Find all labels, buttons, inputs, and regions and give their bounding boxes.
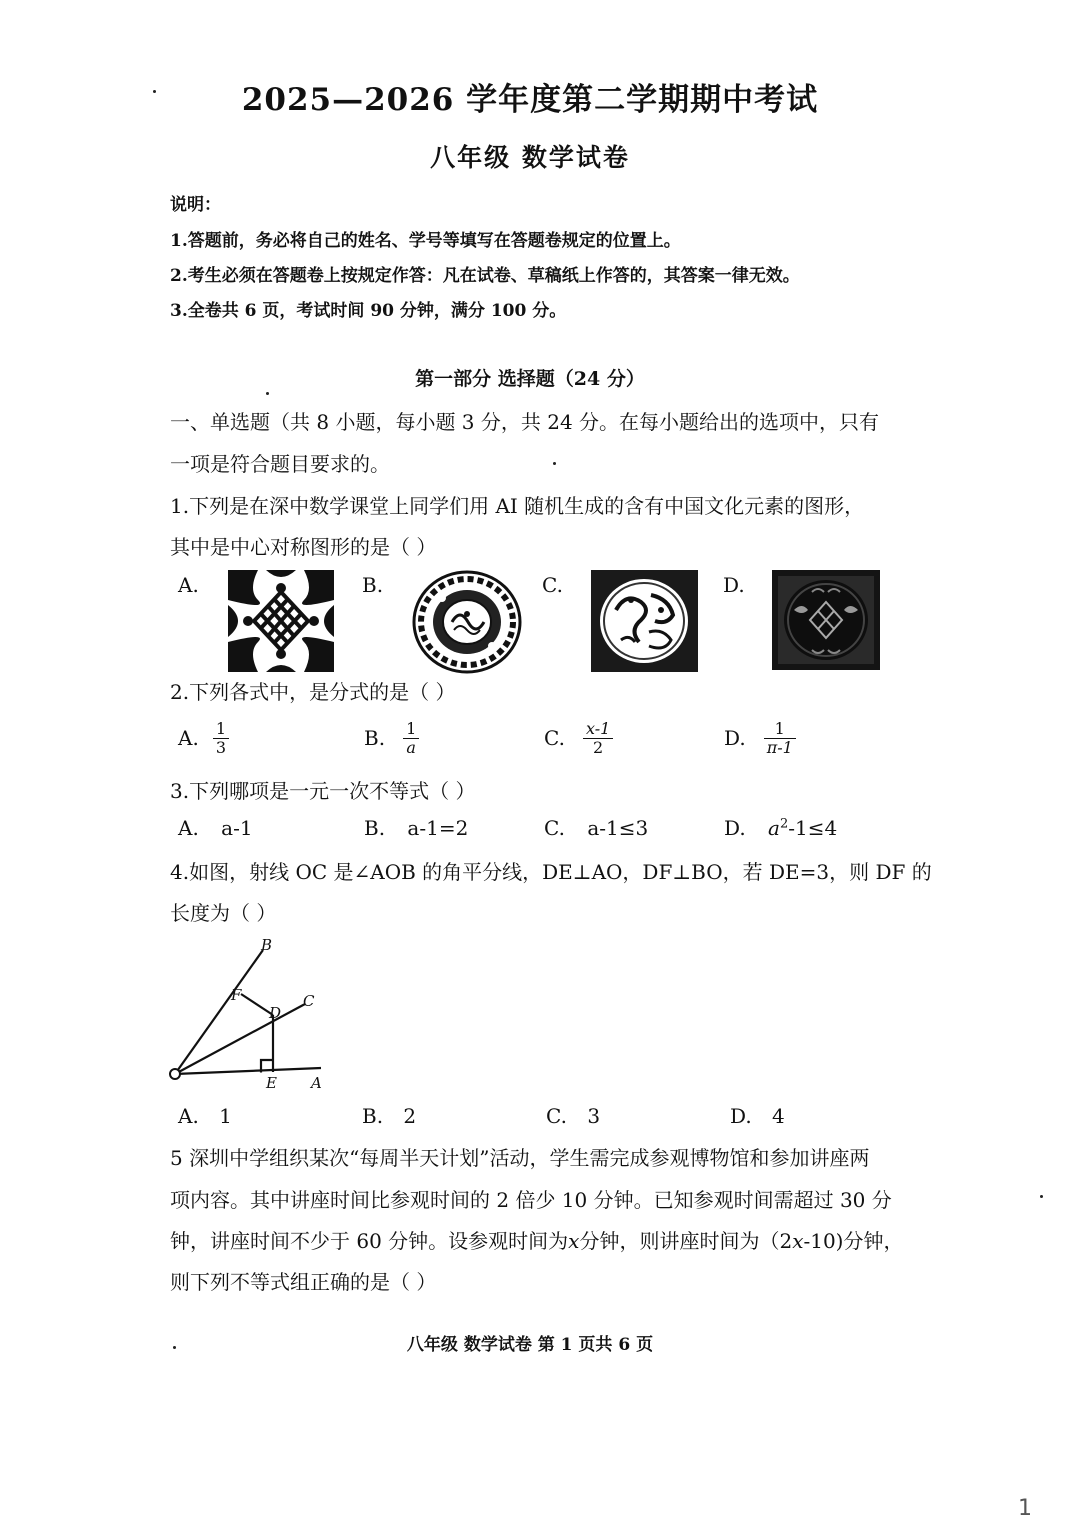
dragon-medallion-icon [412,570,522,674]
chinese-knot-pattern-icon [228,570,334,672]
section-instructions-cont: 一项是符合题目要求的。 [170,452,390,476]
numerator: x-1 [583,720,613,739]
q3-option-b [364,816,468,840]
q4-option-c-value: 3 [587,1104,601,1128]
q2-option-c [544,714,613,762]
q4-option-d [730,1104,785,1128]
q4-option-d-label: D. [730,1104,752,1128]
q1-option-c-image [591,570,698,672]
dragon-phoenix-plate-icon [591,570,698,672]
q3-option-d [724,816,837,840]
q3-option-a-label: A. [178,816,199,840]
q4-option-b-value: 2 [403,1104,417,1128]
q5-stem-cont: 项内容。其中讲座时间比参观时间的 2 倍少 10 分钟。已知参观时间需超过 30 分 [170,1188,892,1212]
q5-variable-x: x [568,1229,580,1253]
q5-text-part: 分钟，则讲座时间为（2 [579,1229,793,1253]
page-footer: 八年级 数学试卷 第 1 页共 6 页 [406,1335,654,1355]
q2-fraction-c [583,720,613,757]
note-item: 3.全卷共 6 页，考试时间 90 分钟，满分 100 分。 [170,301,567,321]
q4-option-a-value: 1 [219,1104,232,1128]
q5-text-part: -10)分钟， [803,1229,904,1253]
q4-option-c-label: C. [546,1104,567,1128]
exam-title: 2025—2026 学年度第二学期期中考试 [241,82,819,118]
q1-option-c-label: C. [542,573,563,597]
exam-subtitle: 八年级 数学试卷 [430,143,630,172]
q2-option-a [178,714,229,762]
note-item: 2.考生必须在答题卷上按规定作答：凡在试卷、草稿纸上作答的，其答案一律无效。 [170,266,800,286]
q4-option-a-label: A. [178,1104,199,1128]
q1-option-d-label: D. [723,573,745,597]
q1-option-d-image [772,570,880,670]
q4-stem-cont: 长度为（ ） [170,901,277,925]
q1-option-b-image [412,570,522,674]
q4-option-a [178,1104,232,1128]
q1-option-b-label: B. [362,573,384,597]
q2-fraction-a [213,720,229,757]
q3-option-d-rest: -1≤4 [788,816,838,840]
q2-option-d-label: D. [724,726,746,750]
q2-option-b-label: B. [364,726,386,750]
q2-fraction-d [764,720,796,757]
section-instructions: 一、单选题（共 8 小题，每小题 3 分，共 24 分。在每小题给出的选项中，只有 [170,410,880,434]
q1-option-a-label: A. [178,573,199,597]
q3-option-d-label: D. [724,816,746,840]
q5-variable-x: x [792,1229,804,1253]
denominator: a [406,737,416,757]
page-number: 1 [1018,1496,1032,1521]
q3-option-b-expr: a-1=2 [407,816,469,840]
q4-stem: 4.如图，射线 OC 是∠AOB 的角平分线，DE⊥AO，DF⊥BO，若 DE=3，则 DF 的 [170,860,932,884]
q3-option-c [544,816,648,840]
q5-stem: 5 深圳中学组织某次“每周半天计划”活动，学生需完成参观博物馆和参加讲座两 [170,1146,870,1170]
q5-stem-cont3: 则下列不等式组正确的是（ ） [170,1270,437,1294]
q4-option-d-value: 4 [772,1104,785,1128]
label-b: B [261,936,273,954]
numerator: 1 [764,720,796,739]
q3-option-a-expr: a-1 [221,816,253,840]
q4-option-b [362,1104,416,1128]
q1-option-a-image [228,570,334,672]
q2-option-a-label: A. [178,726,199,750]
knot-tile-icon [772,570,880,670]
q5-text-part: 钟，讲座时间不少于 60 分钟。设参观时间为 [170,1229,569,1253]
label-d: D [269,1004,282,1022]
q3-option-b-label: B. [364,816,386,840]
q3-option-c-label: C. [544,816,565,840]
denominator: π-1 [766,737,793,757]
q3-stem: 3.下列哪项是一元一次不等式（ ） [170,779,476,803]
q3-option-d-exponent: 2 [779,816,789,832]
q2-option-d [724,714,796,762]
numerator: 1 [213,720,229,739]
q4-option-c [546,1104,600,1128]
q2-stem: 2.下列各式中，是分式的是（ ） [170,680,456,704]
label-e: E [266,1074,277,1092]
q3-option-d-base: a [768,816,780,840]
note-item: 1.答题前，务必将自己的姓名、学号等填写在答题卷规定的位置上。 [170,231,681,251]
q2-option-b [364,714,419,762]
q4-option-b-label: B. [362,1104,384,1128]
q2-option-c-label: C. [544,726,565,750]
q1-stem: 1.下列是在深中数学课堂上同学们用 AI 随机生成的含有中国文化元素的图形， [170,494,865,518]
label-c: C [303,992,315,1010]
denominator: 3 [215,737,226,757]
q5-stem-cont2 [170,1225,903,1254]
label-f: F [231,986,242,1004]
q3-option-c-expr: a-1≤3 [587,816,649,840]
q2-fraction-b [403,720,419,757]
q1-stem-cont: 其中是中心对称图形的是（ ） [170,535,437,559]
numerator: 1 [403,720,419,739]
label-a: A [311,1074,322,1092]
q3-option-a [178,816,253,840]
denominator: 2 [593,737,604,757]
q4-angle-bisector-diagram [165,932,335,1092]
notes-heading: 说明： [170,195,221,215]
part1-title: 第一部分 选择题（24 分） [415,368,645,390]
